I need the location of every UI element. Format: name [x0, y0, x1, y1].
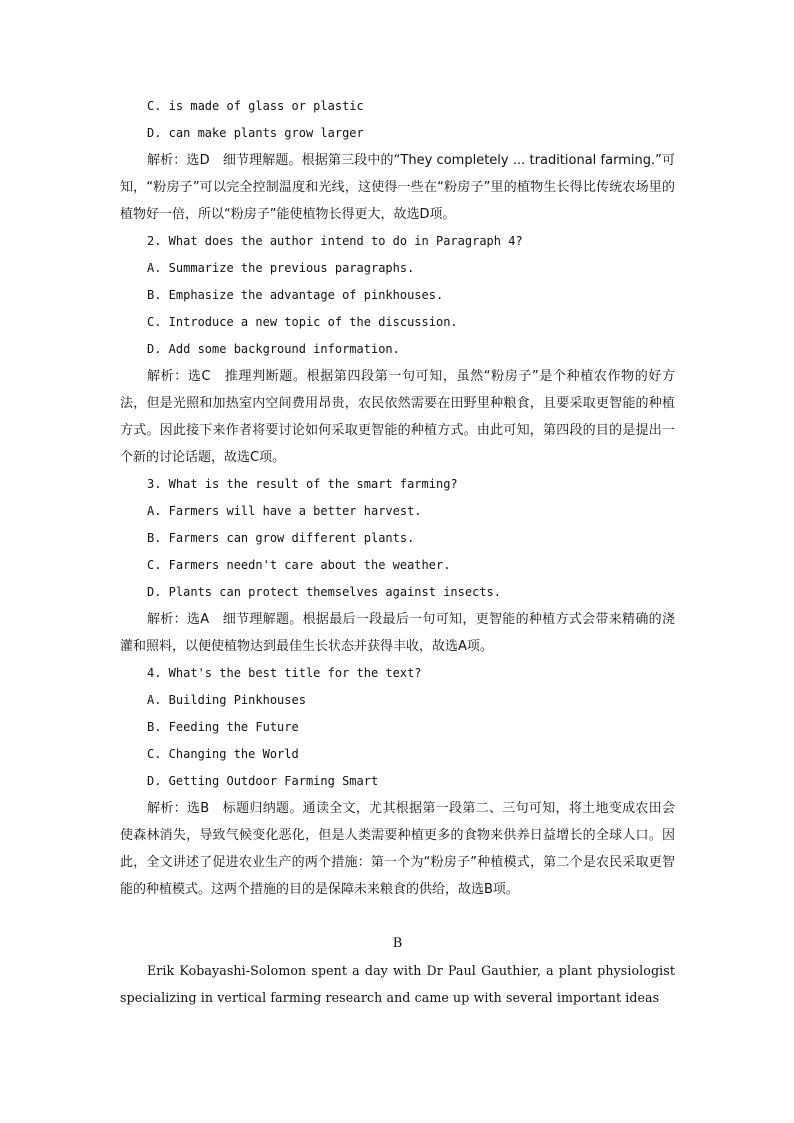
q2-analysis: 解析：选C 推理判断题。根据第四段第一句可知，虽然“粉房子”是个种植农作物的好方法，但是光照和加热室内空间费用昂贵，农民依然需要在田野里种粮食，且要采取更智能的种植方式。因此接下来作者将要讨论如何采取更智能的种植方式。由此可知，第四段的目的是提出一个新的讨论话题，故选C项。 — [120, 369, 675, 465]
q3-analysis: 解析：选A 细节理解题。根据最后一段最后一句可知，更智能的种植方式会带来精确的浇灌和照料，以便使植物达到最佳生长状态并获得丰收，故选A项。 — [120, 612, 675, 654]
q4-option-b: B. Feeding the Future — [147, 720, 299, 734]
section-b-heading: B — [392, 936, 403, 951]
q4-option-d: D. Getting Outdoor Farming Smart — [147, 774, 379, 788]
section-b-paragraph: Erik Kobayashi-Solomon spent a day with Dr Paul Gauthier, a plant physiologist specializing in vertical farming research and came up with several important ideas — [120, 963, 675, 1005]
q3-question: 3. What is the result of the smart farming? — [147, 477, 458, 491]
q2-option-b: B. Emphasize the advantage of pinkhouses. — [147, 288, 444, 302]
q2-question: 2. What does the author intend to do in Paragraph 4? — [147, 234, 523, 248]
section-gap — [120, 903, 675, 930]
q4-analysis: 解析：选B 标题归纳题。通读全文，尤其根据第一段第二、三句可知，将土地变成农田会使森林消失，导致气候变化恶化，但是人类需要种植更多的食物来供养日益增长的全球人口。因此，全文讲述了促进农业生产的两个措施：第一个为“粉房子”种植模式，第二个是农民采取更智能的种植模式。这两个措施的目的是保障未来粮食的供给，故选B项。 — [120, 801, 675, 897]
q4-question: 4. What's the best title for the text? — [147, 666, 422, 680]
q3-option-c: C. Farmers needn't care about the weather. — [147, 558, 451, 572]
q1-option-d: D. can make plants grow larger — [147, 126, 364, 140]
q3-option-a: A. Farmers will have a better harvest. — [147, 504, 422, 518]
q1-option-c: C. is made of glass or plastic — [147, 99, 364, 113]
q4-option-c: C. Changing the World — [147, 747, 299, 761]
q3-option-b: B. Farmers can grow different plants. — [147, 531, 415, 545]
q2-option-d: D. Add some background information. — [147, 342, 400, 356]
q2-option-c: C. Introduce a new topic of the discussion. — [147, 315, 458, 329]
document-page — [120, 93, 675, 1011]
q1-analysis: 解析：选D 细节理解题。根据第三段中的“They completely ... traditional farming.”可知，“粉房子”可以完全控制温度和光线，这使得一些在“粉房子”里的植物生长得比传统农场里的植物好一倍，所以“粉房子”能使植物长得更大，故选D项。 — [120, 153, 675, 222]
q2-option-a: A. Summarize the previous paragraphs. — [147, 261, 415, 275]
q3-option-d: D. Plants can protect themselves against insects. — [147, 585, 502, 599]
q4-option-a: A. Building Pinkhouses — [147, 693, 306, 707]
